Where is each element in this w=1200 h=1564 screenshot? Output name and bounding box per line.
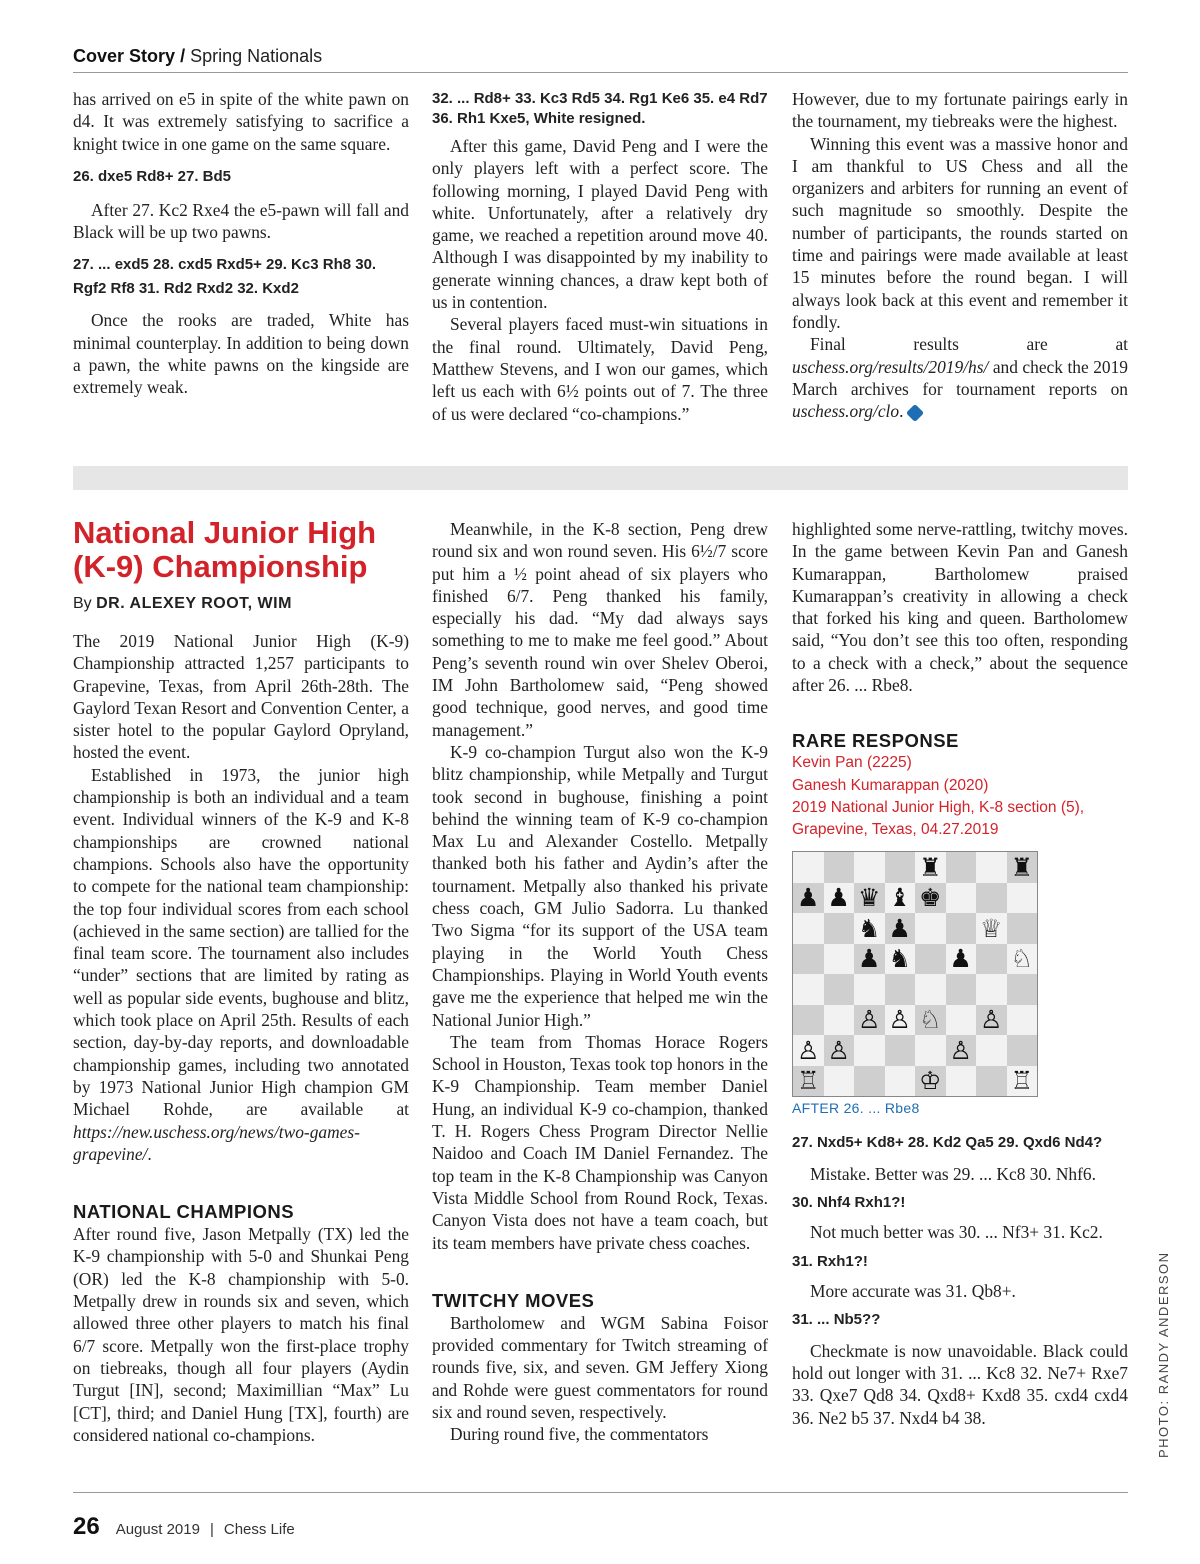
square-a1: ♖ bbox=[793, 1066, 824, 1097]
page-number: 26 bbox=[73, 1513, 100, 1540]
square-c7: ♛ bbox=[854, 883, 885, 914]
square-b3 bbox=[824, 1005, 855, 1036]
square-h7 bbox=[1007, 883, 1038, 914]
photo-credit: PHOTO: RANDY ANDERSON bbox=[1156, 1251, 1171, 1458]
annotation: Mistake. Better was 29. ... Kc8 30. Nhf6. bbox=[810, 1164, 1096, 1184]
square-e2 bbox=[915, 1035, 946, 1066]
issue-date: August 2019 bbox=[115, 1521, 200, 1538]
top-column-2 bbox=[432, 89, 768, 425]
black-player: Ganesh Kumarappan (2020) bbox=[792, 776, 989, 794]
body-paragraph: has arrived on e5 in spite of the white pawn on d4. It was extremely satisfying to sacrifice a knight twice in one game on the same square. bbox=[73, 89, 409, 154]
top-column-3 bbox=[792, 88, 1128, 422]
square-h8: ♜ bbox=[1007, 852, 1038, 883]
square-b6 bbox=[824, 913, 855, 944]
square-g2 bbox=[976, 1035, 1007, 1066]
byline bbox=[73, 595, 292, 613]
game-moves: 31. Rxh1?! bbox=[792, 1252, 868, 1270]
square-b2: ♙ bbox=[824, 1035, 855, 1066]
results-link[interactable]: uschess.org/results/2019/hs/ bbox=[792, 356, 989, 377]
site-date: Grapevine, Texas, 04.27.2019 bbox=[792, 821, 999, 839]
square-a6 bbox=[793, 913, 824, 944]
square-d8 bbox=[885, 852, 916, 883]
square-e8: ♜ bbox=[915, 852, 946, 883]
square-a2: ♙ bbox=[793, 1035, 824, 1066]
body-paragraph: Final results are at uschess.org/results/2019/hs/ and check the 2019 March archives for tournament reports on uschess.org/clo. bbox=[792, 334, 1128, 422]
square-g1 bbox=[976, 1066, 1007, 1097]
game-header bbox=[792, 752, 1128, 841]
body-paragraph: Meanwhile, in the K-8 section, Peng drew round six and won round seven. His 6½/7 score put him a ½ point ahead of six players who finished 6/7. Peng thanked his family, especially his dad. “My dad always says something to me to make me feel good.” About Peng’s seventh round win over Shelev Oberoi, IM John Bartholomew said, “Peng showed good technique, good nerves, and good time management.” bbox=[432, 519, 768, 740]
square-g7 bbox=[976, 883, 1007, 914]
chess-board bbox=[792, 851, 1038, 1097]
header-separator: / bbox=[180, 46, 186, 66]
square-e1: ♔ bbox=[915, 1066, 946, 1097]
author-name: DR. ALEXEY ROOT, WIM bbox=[96, 595, 292, 612]
article-column-2 bbox=[432, 518, 768, 1446]
square-h6 bbox=[1007, 913, 1038, 944]
square-g8 bbox=[976, 852, 1007, 883]
square-d3: ♙ bbox=[885, 1005, 916, 1036]
square-b5 bbox=[824, 944, 855, 975]
square-d4 bbox=[885, 974, 916, 1005]
square-b8 bbox=[824, 852, 855, 883]
byline-prefix: By bbox=[73, 595, 92, 612]
body-paragraph: After this game, David Peng and I were the only players left with a perfect score. The following morning, I played David Peng with white. Unfortunately, after a relatively dry game, we reached a repetition around move 40. Although I was disappointed by my inability to generate winning chances, a draw kept both of us in contention. bbox=[432, 136, 768, 313]
body-paragraph: During round five, the commentators bbox=[450, 1424, 709, 1445]
square-e4 bbox=[915, 974, 946, 1005]
subhead: NATIONAL CHAMPIONS bbox=[73, 1201, 295, 1223]
square-d2 bbox=[885, 1035, 916, 1066]
square-f7 bbox=[946, 883, 977, 914]
square-c2 bbox=[854, 1035, 885, 1066]
square-e7: ♚ bbox=[915, 883, 946, 914]
body-paragraph: Winning this event was a massive honor and I am thankful to US Chess and all the organizers and arbiters for running an event of such magnitude so smoothly. Despite the number of participants, the rounds started on time and pairings were made available at least 15 minutes before the round began. I will always look back at this event and remember it fondly. bbox=[792, 133, 1128, 332]
square-f8 bbox=[946, 852, 977, 883]
square-a4 bbox=[793, 974, 824, 1005]
game-moves: 27. ... exd5 28. cxd5 Rxd5+ 29. Kc3 Rh8 30. Rgf2 Rf8 31. Rd2 Rxd2 32. Kxd2 bbox=[73, 256, 377, 298]
event: 2019 National Junior High, K-8 section (5), bbox=[792, 798, 1085, 816]
square-e3: ♘ bbox=[915, 1005, 946, 1036]
article-title: National Junior High (K-9) Championship bbox=[73, 515, 377, 584]
body-paragraph: Established in 1973, the junior high championship is both an individual and a team event. Individual winners of the K-9 and K-8 championships are crowned national champions. Schools also have the opportunity to compete for the national team championship: the top four individual scores from each school (achieved in the same section) are tallied for the final team score. The tournament also includes “under” sections that are limited by rating as well as popular side events, bughouse and blitz, which took place on April 25th. Results of each section, day-by-day reports, and downloadable championship games, including two annotated by 1973 National Junior High champion GM Michael Rohde, are available at https://new.uschess.org/news/two-games-grapevine/. bbox=[73, 764, 409, 1164]
body-paragraph: After round five, Jason Metpally (TX) led the K-9 championship with 5-0 and Shunkai Peng (OR) led the K-8 championship with 5-0. Metpally drew in rounds six and seven, which allowed three other players to match his final 6/7 score. Metpally won the first-place trophy on tiebreaks, though all four players (Aydin Turgut [IN], second; Maximillian “Max” Lu [CT], third; and Daniel Hung [TX], fourth) are considered national co-champions. bbox=[73, 1224, 409, 1445]
square-h3 bbox=[1007, 1005, 1038, 1036]
game-moves: 31. ... Nb5?? bbox=[792, 1310, 881, 1328]
body-paragraph: K-9 co-champion Turgut also won the K-9 blitz championship, while Metpally and Turgut took second in bughouse, finishing a point behind the winning team of K-9 co-champion Max Lu and Alexander Costello. Metpally thanked both his father and Aydin’s after the tournament. Metpally also thanked his private chess coach, GM Julio Sadorra. Lu thanked Two Sigma “for its support of the USA team playing in the World Youth Chess Championships. Playing in World Youth events gave me the experience that helped me win the National Junior High.” bbox=[432, 741, 768, 1030]
annotation: More accurate was 31. Qb8+. bbox=[810, 1280, 1016, 1301]
magazine-name: Chess Life bbox=[223, 1521, 295, 1538]
square-h4 bbox=[1007, 974, 1038, 1005]
square-a8 bbox=[793, 852, 824, 883]
square-e6 bbox=[915, 913, 946, 944]
game-moves: 26. dxe5 Rd8+ 27. Bd5 bbox=[73, 167, 231, 185]
footer-separator: | bbox=[209, 1521, 214, 1538]
square-d6: ♟ bbox=[885, 913, 916, 944]
square-f3 bbox=[946, 1005, 977, 1036]
game-moves: 27. Nxd5+ Kd8+ 28. Kd2 Qa5 29. Qxd6 Nd4? bbox=[792, 1134, 1103, 1151]
clo-link[interactable]: uschess.org/clo bbox=[792, 401, 900, 422]
annotation: Once the rooks are traded, White has minimal counterplay. In addition to being down a pawn, the white pawns on the kingside are extremely weak. bbox=[73, 310, 409, 398]
square-d5: ♞ bbox=[885, 944, 916, 975]
diagram-caption: AFTER 26. ... Rbe8 bbox=[792, 1100, 920, 1116]
square-f4 bbox=[946, 974, 977, 1005]
footer-rule bbox=[73, 1492, 1128, 1493]
square-f2: ♙ bbox=[946, 1035, 977, 1066]
header-section: Cover Story bbox=[73, 46, 176, 66]
article-column-3-continued bbox=[792, 1133, 1128, 1429]
square-a5 bbox=[793, 944, 824, 975]
square-g3: ♙ bbox=[976, 1005, 1007, 1036]
square-h2 bbox=[1007, 1035, 1038, 1066]
square-c5: ♟ bbox=[854, 944, 885, 975]
body-paragraph: highlighted some nerve-rattling, twitchy moves. In the game between Kevin Pan and Ganesh Kumarappan, Bartholomew praised Kumarappan’s creativity in allowing a check that forked his king and queen. Bartholomew said, “You don’t see this too often, responding to a check with a check,” about the sequence after 26. ... Rbe8. bbox=[792, 519, 1128, 696]
article-column-3 bbox=[792, 518, 1128, 842]
square-h5: ♘ bbox=[1007, 944, 1038, 975]
body-paragraph: The team from Thomas Horace Rogers School in Houston, Texas took top honors in the K-9 Championship. Team member Daniel Hung, an individual K-9 co-champion, thanked T. H. Rogers Chess Program Director Nellie Naidoo and Coach IM Daniel Fernandez. The top team in the K-8 Championship was Canyon Vista Middle School from Round Rock, Texas. Canyon Vista does not have a team coach, but its team members have private chess coaches. bbox=[432, 1031, 768, 1253]
body-paragraph: However, due to my fortunate pairings early in the tournament, my tiebreaks were the highest. bbox=[792, 89, 1128, 132]
square-b7: ♟ bbox=[824, 883, 855, 914]
square-f6 bbox=[946, 913, 977, 944]
body-paragraph: Bartholomew and WGM Sabina Foisor provided commentary for Twitch streaming of rounds five, six, and seven. GM Jeffery Xiong and Rohde were guest commentators for round six and round seven, respectively. bbox=[432, 1312, 768, 1422]
square-g4 bbox=[976, 974, 1007, 1005]
subhead: TWITCHY MOVES bbox=[432, 1289, 595, 1311]
square-g6: ♕ bbox=[976, 913, 1007, 944]
square-c3: ♙ bbox=[854, 1005, 885, 1036]
subhead: RARE RESPONSE bbox=[792, 730, 959, 752]
square-b1 bbox=[824, 1066, 855, 1097]
square-a3 bbox=[793, 1005, 824, 1036]
annotation: After 27. Kc2 Rxe4 the e5-pawn will fall and Black will be up two pawns. bbox=[73, 199, 409, 243]
square-c8 bbox=[854, 852, 885, 883]
square-c6: ♞ bbox=[854, 913, 885, 944]
square-d7: ♝ bbox=[885, 883, 916, 914]
body-paragraph: Several players faced must-win situations in the final round. Ultimately, David Peng, Matthew Stevens, and I won our games, which left us each with 6½ points out of 7. The three of us were declared “co-champions.” bbox=[432, 314, 768, 424]
square-f1 bbox=[946, 1066, 977, 1097]
square-e5 bbox=[915, 944, 946, 975]
game-moves: 30. Nhf4 Rxh1?! bbox=[792, 1194, 906, 1212]
square-d1 bbox=[885, 1066, 916, 1097]
page-footer bbox=[73, 1513, 295, 1541]
white-player: Kevin Pan (2225) bbox=[792, 754, 912, 772]
body-paragraph: The 2019 National Junior High (K-9) Championship attracted 1,257 participants to Grapevine, Texas, from April 26th-28th. The Gaylord Texan Resort and Convention Center, a sister hotel to the popular Gaylord Opryland, hosted the event. bbox=[73, 631, 409, 763]
annotation: Checkmate is now unavoidable. Black could hold out longer with 31. ... Kc8 32. Ne7+ Rxe7 33. Qxe7 Qd8 34. Qxd8+ Kxd8 35. cxd4 cxd4 36. Ne2 b5 37. Nxd4 b4 38. bbox=[792, 1340, 1128, 1428]
article-column-1 bbox=[73, 630, 409, 1446]
section-divider bbox=[73, 466, 1128, 490]
square-g5 bbox=[976, 944, 1007, 975]
news-link[interactable]: https://new.uschess.org/news/two-games-grapevine/ bbox=[73, 1121, 360, 1164]
square-c1 bbox=[854, 1066, 885, 1097]
running-header bbox=[73, 46, 1128, 73]
square-b4 bbox=[824, 974, 855, 1005]
square-f5: ♟ bbox=[946, 944, 977, 975]
annotation: Not much better was 30. ... Nf3+ 31. Kc2. bbox=[810, 1222, 1103, 1243]
square-h1: ♖ bbox=[1007, 1066, 1038, 1097]
header-subsection: Spring Nationals bbox=[190, 46, 323, 66]
square-c4 bbox=[854, 974, 885, 1005]
game-moves: 32. ... Rd8+ 33. Kc3 Rd5 34. Rg1 Ke6 35. e4 Rd7 36. Rh1 Kxe5, White resigned. bbox=[432, 90, 768, 127]
square-a7: ♟ bbox=[793, 883, 824, 914]
top-column-1 bbox=[73, 88, 409, 399]
end-mark-icon bbox=[906, 404, 924, 422]
